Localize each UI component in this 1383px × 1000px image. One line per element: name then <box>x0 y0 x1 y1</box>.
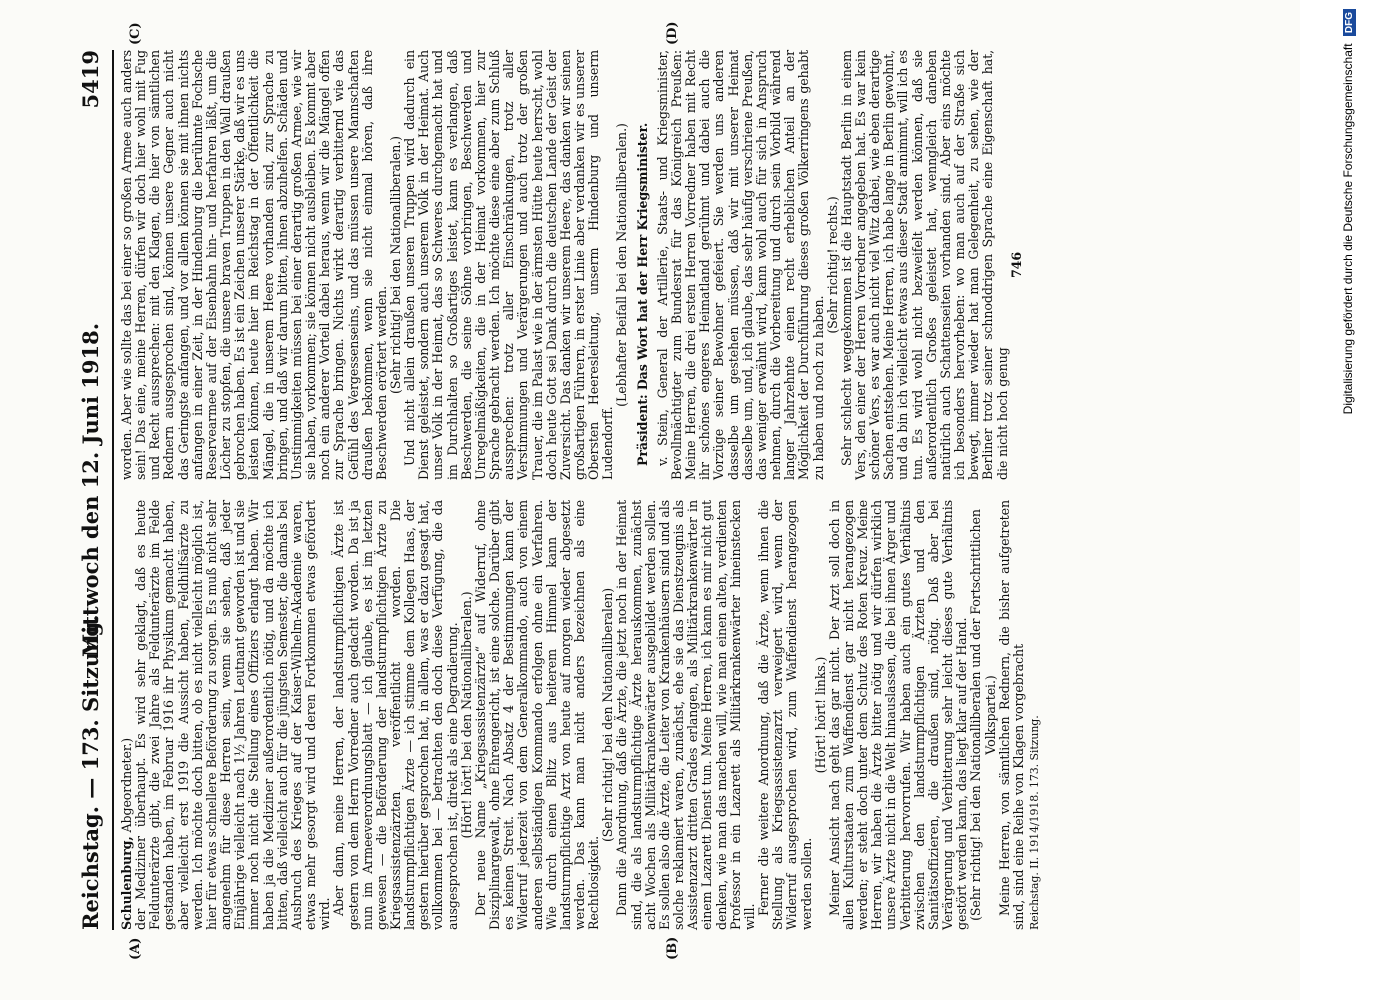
header-rule <box>112 50 114 930</box>
credit-text: Digitalisierung gefördert durch die Deutsche Forschungsgemeinschaft <box>1341 43 1355 415</box>
interjection: (Sehr richtig! bei den Nationalliberalen und der Fortschrittlichen Volkspartei.) <box>968 509 998 921</box>
margin-marker-a: (A) <box>128 937 143 960</box>
margin-marker-c: (C) <box>128 22 143 45</box>
paragraph: Meiner Ansicht nach geht das gar nicht. Der Arzt soll doch in allen Kulturstaaten zum Waffendienst gar nicht herangezogen werden; er steht doch unter dem Schutz des Roten Kreuz. Meine Herren, wir haben die Ärzte bitter nötig und wir dürfen wirklich unsere Ärzte nicht in die Welt hinauslassen, die bei ihnen Ärger und Verbitterung hervorrufen. Wir haben auch ein gutes Verhältnis zwischen den landsturmpflichtigen Ärzten und den Sanitätsoffizieren, die draußen sind, nötig. Daß aber bei Verärgerung und Verbitterung sehr leicht dieses gute Verhältnis gestört werden kann, das liegt klar auf der Hand. <box>826 500 970 930</box>
right-column <box>120 50 1024 480</box>
header-session: Reichstag. — 173. Sitzung. <box>78 614 103 930</box>
paragraph: worden. Aber wie sollte das bei einer so großen Armee auch anders sein! Das eine, meine Herren, dürfen wir doch hier wohl mit Fug und Recht aussprechen: mit den Klagen, die hier von sämtlichen Rednern ausgesprochen sind, können unsere Gegner auch nicht das Geringste anfangen, und vor allem können sie mit ihnen nichts anfangen in einer Zeit, in der Hindenburg die berühmte Fochsche Reservearmee auf der Eisenbahn hin- und herfahren läßt, um die Löcher zu stopfen, die unsere braven Truppen in den Wall draußen gebrochen haben. Es ist ein Zeichen unserer Stärke, daß wir es uns leisten können, heute hier im Reichstag in der Öffentlichkeit die Mängel, die in unserem Heere vorhanden sind, zur Sprache zu bringen, und daß wir darum bitten, ihnen abzuhelfen. Schäden und Unstimmigkeiten müssen bei einer derartig großen Armee, wie wir sie haben, vorkommen; sie können nicht ausbleiben. Es kommt aber noch ein anderer Vorteil dabei heraus, wenn wir die Mängel offen zur Sprache bringen. Nichts wirkt derartig verbitternd wie das Gefühl des Vergessenseins, und das müssen unsere Mannschaften draußen bekommen, wenn sie nicht einmal hören, daß ihre Beschwerden erörtert werden. <box>119 50 389 480</box>
left-footer: Reichstag. II. 1914/1918. 173. Sitzung. <box>1028 715 1041 930</box>
paragraph: v. Stein, General der Artillerie, Staats- und Kriegsminister, Bevollmächtigter zum Bundesrat für das Königreich Preußen: Meine Herren, die drei ersten Herren Vorredner haben mit Recht ihr schönes engeres Heimatland gerühmt und dabei auch die Vorzüge seiner Bewohner gefeiert. Sie werden uns anderen dasselbe um gestehen müssen, daß wir mit unserer Heimat dasselbe um, und, ich glaube, das sehr häufig verschriene Preußen, das weniger erwähnt wird, kann wohl auch für sich in Anspruch nehmen, durch die Vorbereitung und durch sein Vorbild während langer Jahrzehnte einen recht erheblichen Anteil an der Möglichkeit der Durchführung dieses großen Völkerringens gehabt zu haben und noch zu haben. <box>654 50 826 480</box>
paragraph: Meine Herren, von sämtlichen Rednern, die bisher aufgetreten sind, sind eine Reihe von Klagen vorgebracht <box>996 500 1026 930</box>
margin-marker-b: (B) <box>665 936 680 960</box>
interjection: (Lebhafter Beifall bei den Nationalliberalen.) <box>614 123 630 407</box>
paragraph: Sehr schlecht weggekommen ist die Hauptstadt Berlin in einem Vers, den einer der Herren Vorredner angegeben hat. Es war kein schöner Vers, es war auch nicht viel Witz dabei, wie eben derartige Sachen entstehen. Meine Herren, ich habe lange in Berlin gewohnt, und da bin ich vielleicht etwas aus dieser Stadt annimmt, will ich es tun. Es wird wohl nicht bezweifelt werden können, daß sie außerordentlich Großes geleistet hat, wenngleich daneben natürlich auch Schattenseiten vorhanden sind. Aber eins möchte ich besonders hervorheben: wo man auch auf der Straße sich bewegt, immer wieder hat man Gelegenheit, zu sehen, wie der Berliner trotz seiner schnoddrigen Sprache eine Eigenschaft hat, die nicht hoch genug <box>838 50 1010 480</box>
speaker-name: Schulenburg, <box>119 836 134 930</box>
digitization-credit <box>1342 8 1364 993</box>
paragraph: der Mediziner überhaupt. Es wird sehr geklagt, daß es heute Feldunterärzte gibt, die zwei Jahre als Feldunterärzte im Felde gestanden haben, im Februar 1916 ihr Physikum gemacht haben, aber vielleicht erst 1919 die Aussicht haben, Feldhilfsärzte zu werden. Ich möchte doch bitten, ob es nicht vielleicht möglich ist, hier für etwas schnellere Beförderung zu sorgen. Es muß nicht sehr angenehm für diese Herren sein, wenn sie sehen, daß jeder Einjährige vielleicht nach 1½ Jahren Leutnant geworden ist und sie immer noch nicht die Stellung eines Offiziers erlangt haben. Wir haben ja die Mediziner außerordentlich nötig, und da möchte ich bitten, daß vielleicht auch für die jüngsten Semester, die damals bei Ausbruch des Krieges auf der Kaiser-Wilhelm-Akademie waren, etwas mehr gesorgt wird und deren Fortkommen etwas gefördert wird. <box>133 500 333 930</box>
president-line: Präsident: Das Wort hat der Herr Kriegsminister. <box>634 122 650 466</box>
paragraph: Ferner die weitere Anordnung, daß die Ärzte, wenn ihnen die Stellung als Kriegsassistenzarzt verweigert wird, wenn der Widerruf ausgesprochen wird, zum Waffendienst herangezogen werden sollen. <box>756 500 814 930</box>
paragraph: Dann die Anordnung, daß die Ärzte, die jetzt noch in der Heimat sind, die als landsturmpflichtige Ärzte herauskommen, zunächst acht Wochen als Militärkrankenwärter ausgebildet werden sollen. Es sollen also die Ärzte, die Leiter von Krankenhäusern sind und als solche reklamiert waren, zunächst, ehe sie das Dienstzeugnis als Assistenzarzt dritten Grades erlangen, als Militärkrankenwärter in einem Lazarett Dienst tun. Meine Herren, ich kann es mir nicht gut denken, wie man das machen will, wie man einen alten, verdienten Professor in ein Lazarett als Militärkrankenwärter hineinstecken will. <box>614 500 757 930</box>
paragraph: Aber dann, meine Herren, der landsturmpflichtigen Ärzte ist gestern von dem Herrn Vorredner auch gedacht worden. Da ist ja nun im Armeeverordnungsblatt — ich glaube, es ist im letzten gewesen — die Beförderung der landsturmpflichtigen Ärzte zu Kriegsassistenzärzten veröffentlicht worden. Die landsturmpflichtigen Ärzte — ich stimme dem Kollegen Haas, der gestern hierüber gesprochen hat, in allem, was er dazu gesagt hat, vollkommen bei — betrachten den doch diese Verfügung, die da ausgesprochen ist, direkt als eine Degradierung. <box>331 500 460 930</box>
margin-marker-d: (D) <box>665 21 680 45</box>
interjection: (Hört! hört! bei den Nationalliberalen.) <box>458 591 474 839</box>
header-page-number: 5419 <box>78 50 103 109</box>
speaker-note: Abgeordneter.) <box>119 737 134 833</box>
page-header <box>78 50 108 930</box>
interjection: (Sehr richtig! bei den Nationalliberalen.) <box>387 136 403 394</box>
interjection: (Sehr richtig! rechts.) <box>824 196 840 334</box>
dfg-logo: DFG <box>1343 9 1356 36</box>
interjection: (Sehr richtig! bei den Nationalliberalen) <box>600 587 616 843</box>
header-date: Mittwoch den 12. Juni 1918. <box>78 322 103 658</box>
page-footer-number: 746 <box>1008 252 1024 278</box>
interjection: (Hört! hört! links.) <box>812 656 828 774</box>
paragraph: Der neue Name „Kriegsassistenzärzte“ auf Widerruf, ohne Disziplinargewalt, ohne Ehrengericht, ist eine solche. Darüber gibt es keinen Streit. Nach Absatz 4 der Bestimmungen kann der Widerruf jederzeit von dem Generalkommando, auch von einem anderen selbständigen Kommando erfolgen ohne ein Verfahren. Wie durch einen Blitz aus heiterem Himmel kann der landsturmpflichtige Arzt von heute auf morgen wieder abgesetzt werden. Das kann man nicht anders bezeichnen als eine Rechtlosigkeit. <box>472 500 602 930</box>
left-column <box>120 500 1042 930</box>
paragraph: Und nicht allein draußen unseren Truppen wird dadurch ein Dienst geleistet, sondern auch unserem Volk in der Heimat. Auch unser Volk in der Heimat, das so Schweres durchgemacht hat und im Durchhalten so Großartiges leistet, kann es verlangen, daß Beschwerden, die seine Söhne vorbringen, Beschwerden und Unregelmäßigkeiten, die in der Heimat vorkommen, hier zur Sprache gebracht werden. Ich möchte diese eine aber zum Schluß aussprechen: trotz aller Einschränkungen, trotz aller Verstimmungen und Verärgerungen und auch trotz der großen Trauer, die im Palast wie in der ärmsten Hütte heute herrscht, wohl doch heute Gott sei Dank durch die deutschen Lande der Geist der Zuversicht. Das danken wir unserem Heere, das danken wir seinen großartigen Führern, in erster Linie aber verdanken wir es unserer Obersten Heeresleitung, unserm Hindenburg und unserm Ludendorff. <box>402 50 616 480</box>
